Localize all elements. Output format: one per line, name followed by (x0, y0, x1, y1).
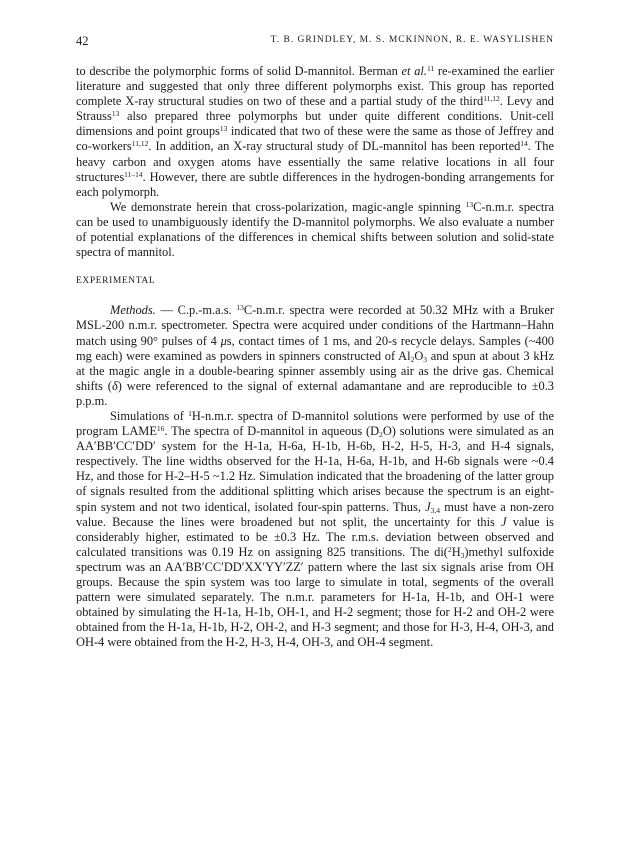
text-run: -mannitol has been reported (378, 139, 521, 154)
paragraph-polymorphs (76, 64, 554, 200)
text-run: — C.p.-m.a.s. (155, 303, 237, 318)
text-run: -mannitol in aqueous (D (256, 424, 380, 439)
page-number: 42 (76, 34, 89, 48)
citation-ref: 11–14 (124, 169, 143, 179)
subscript: 3,4 (430, 505, 441, 515)
citation-ref: 11,12 (131, 139, 149, 149)
small-caps-text: DL (362, 139, 379, 154)
section-heading: EXPERIMENTAL (76, 276, 156, 287)
text-run: . Levy and Strauss (76, 94, 554, 124)
paragraph-methods (76, 303, 554, 409)
paragraph-aims (76, 200, 554, 260)
citation-ref: 14 (520, 139, 528, 149)
subscript: 2 (410, 354, 415, 364)
text-run: Simulations of (110, 408, 189, 423)
italic-symbol: J (501, 514, 507, 529)
greek-letter: μ (220, 333, 227, 348)
isotope-superscript: 1 (188, 408, 192, 418)
running-head: T. B. GRINDLEY, M. S. MCKINNON, R. E. WASYLISHEN (270, 35, 554, 45)
italic-text: et al. (401, 64, 427, 78)
greek-letter: δ (111, 378, 118, 393)
text-run: C-n.m.r. spectra were recorded at 50.32 MHz with a Bruker MSL-200 n.m.r. spectrometer. Spectra were acquired under conditions of the Hartmann–Hahn match using 90° pulses of 4 (76, 303, 554, 348)
citation-ref: 13 (219, 124, 228, 134)
citation-ref: 11,12 (483, 94, 500, 104)
text-run: . The heavy carbon and oxygen atoms have essentially the same relative locations in all four structures (76, 139, 554, 184)
subsection-label: Methods. (110, 303, 156, 318)
text-run: We demonstrate herein that cross-polarization, magic-angle spinning (110, 199, 466, 214)
paragraph-simulations (76, 409, 554, 651)
small-caps-text: D (292, 214, 302, 229)
citation-ref: 11 (426, 64, 435, 73)
text-run: must have a non-zero value. Because the lines were broadened but not split, the uncertainty for this (76, 499, 554, 529)
text-run: . However, there are subtle differences in the hydrogen-bonding arrangements for each polymorph. (76, 169, 554, 199)
isotope-superscript: 13 (236, 303, 244, 313)
text-run: and spun at about 3 kHz at the magic angle in a double-bearing spinner assembly using air as the drive gas. Chemical shifts ( (76, 348, 554, 393)
isotope-superscript: 2 (447, 544, 452, 554)
text-run: to describe the polymorphic forms of solid (76, 64, 295, 78)
body-text (76, 64, 554, 650)
text-run: -mannitol polymorphs. We also evaluate a number of potential explanations of the differences in chemical shifts between solution and solid-state spectra of mannitol. (76, 214, 554, 260)
small-caps-text: D (291, 408, 301, 423)
page-header (76, 34, 554, 48)
subscript: 2 (379, 430, 383, 440)
citation-ref: 16 (156, 424, 165, 434)
text-run: H (451, 544, 461, 559)
subscript: 3 (423, 354, 428, 364)
text-run: -mannitol solutions were performed by use of the program LAME (76, 408, 554, 439)
text-run: -mannitol. Berman (303, 64, 402, 78)
text-run: ) were referenced to the signal of external adamantane and are reproducible to ±0.3 p.p.m. (76, 378, 554, 408)
small-caps-text: D (294, 64, 304, 78)
text-run: . In addition, an X-ray structural study of (148, 139, 363, 154)
italic-symbol: J (425, 499, 431, 514)
text-run: also prepared three polymorphs but under quite different conditions. Unit-cell dimensions and point groups (76, 109, 554, 139)
text-run: O (414, 348, 424, 363)
text-run: . The spectra of (164, 424, 248, 439)
small-caps-text: D (247, 424, 257, 439)
text-run: H-n.m.r. spectra of (191, 408, 292, 423)
citation-ref: 13 (111, 109, 120, 119)
text-run: )methyl sulfoxide spectrum was an AA′BB′CC′DD′XX′YY′ZZ′ pattern where the last six signals arise from OH groups. Because the spin system was too large to simulate in total, segments of the overall pattern were simulated separately. The n.m.r. parameters for H-1a, H-1b, and OH-1 were obtained by simulating the H-1a, H-1b, OH-1, and H-2 segment; those for H-2 and OH-2 were obtained from the H-1a, H-1b, H-2, OH-2, and H-3 segment; and those for H-3, H-4, OH-3, and OH-4 were obtained from the H-2, H-3, H-4, OH-3, and OH-4 segment. (76, 544, 554, 650)
text-run: O) solutions were simulated as an AA′BB′CC′DD′ system for the H-1a, H-6a, H-1b, H-6b, H-2, H-5, H-3, and H-4 signals, respectively. The line widths observed for the H-1a, H-6a, H-1b, and H-6b signals were ~0.4 Hz, and those for H-2–H-5 ~1.2 Hz. Simulation indicated that the broadening of the latter group of signals resulted from the additional splitting which arises because the spectrum is an eight-spin system and not two identical, isolated four-spin patterns. Thus, (76, 424, 554, 514)
text-run: s, contact times of 1 ms, and 20-s recycle delays. Samples (~400 mg each) were examined as powders in spinners constructed of Al (76, 333, 554, 363)
text-run: indicated that two of these were the same as those of Jeffrey and co-workers (76, 124, 554, 154)
subscript: 3 (460, 550, 465, 560)
text-run: re-examined the earlier literature and suggested that only three different polymorphs exist. This group has reported complete X-ray structural studies on two of these and a partial study of the third (76, 64, 554, 109)
text-run: value is considerably higher, estimated to be ±0.3 Hz. The r.m.s. deviation between observed and calculated transitions was 0.19 Hz on assigning 825 transitions. The di( (76, 514, 554, 559)
isotope-superscript: 13 (465, 199, 474, 209)
text-run: C-n.m.r. spectra can be used to unambiguously identify the (76, 199, 554, 229)
